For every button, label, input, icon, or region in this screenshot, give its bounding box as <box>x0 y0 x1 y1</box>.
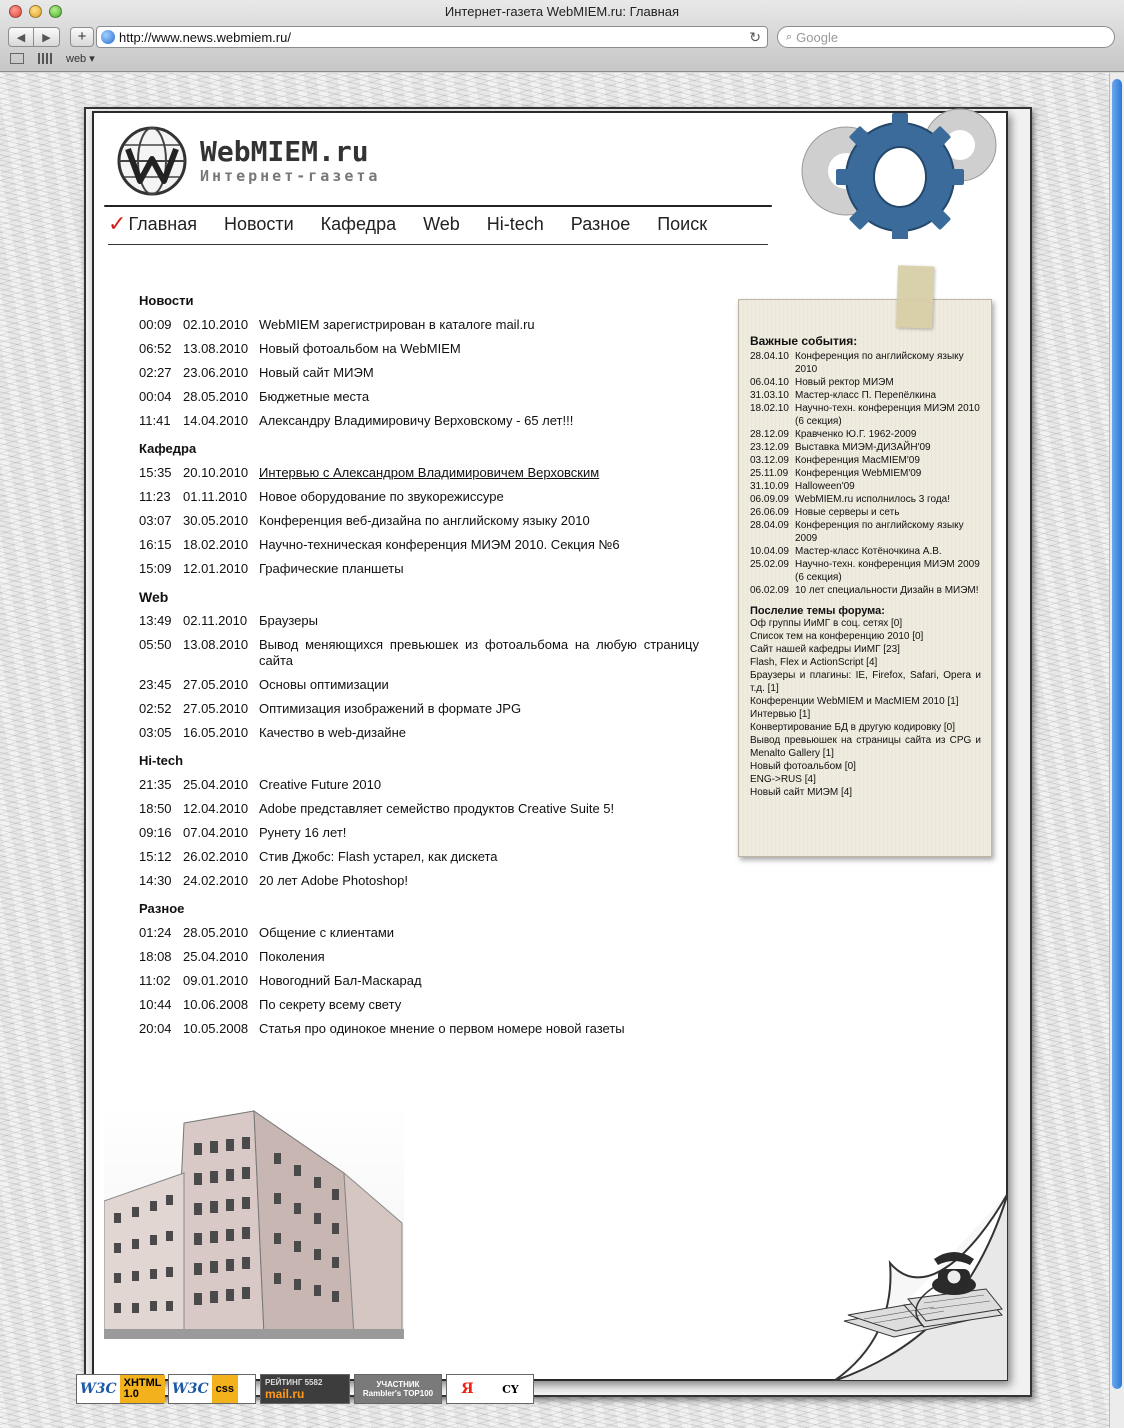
item-date: 25.04.2010 <box>183 777 249 792</box>
item-time: 20:04 <box>139 1021 172 1036</box>
tape-decoration <box>896 265 934 328</box>
event-item[interactable] <box>750 441 981 454</box>
menu-item-search[interactable]: Поиск <box>657 214 708 234</box>
university-building-image <box>104 1103 404 1339</box>
news-row <box>139 413 699 429</box>
mail-rating-label <box>265 1378 322 1387</box>
news-row <box>139 317 699 333</box>
news-row <box>139 637 699 669</box>
forum-topic-link[interactable]: Браузеры и плагины: IE, Firefox, Safari, Opera и т.д. [1] <box>750 670 981 694</box>
item-time: 16:15 <box>139 537 172 552</box>
event-item[interactable] <box>750 350 981 376</box>
event-date: 28.12.09 <box>750 429 789 440</box>
menu-top-rule <box>104 205 772 207</box>
news-row <box>139 465 699 481</box>
item-title-link[interactable]: 20 лет Adobe Photoshop! <box>259 873 408 888</box>
news-row <box>139 949 699 965</box>
news-row <box>139 513 699 529</box>
event-title[interactable]: Кравченко Ю.Г. 1962-2009 <box>795 429 917 440</box>
item-title-link[interactable]: Вывод меняющихся превьюшек из фотоальбома на любую страницу сайта <box>259 637 699 668</box>
event-title[interactable]: Halloween'09 <box>795 481 855 492</box>
item-date: 02.10.2010 <box>183 317 249 332</box>
news-row <box>139 537 699 553</box>
events-note <box>738 299 992 857</box>
css-badge-label: css <box>212 1375 238 1403</box>
item-time: 18:50 <box>139 801 172 816</box>
news-row <box>139 365 699 381</box>
item-date: 27.05.2010 <box>183 677 249 692</box>
footer-badges <box>76 1374 534 1404</box>
item-date: 07.04.2010 <box>183 825 249 840</box>
item-time: 00:09 <box>139 317 172 332</box>
active-check-icon: ✓ <box>108 211 127 236</box>
news-row <box>139 489 699 505</box>
phone-and-newspapers-image <box>834 1241 1004 1345</box>
mailru-rating-badge[interactable] <box>260 1374 350 1404</box>
site-globe-icon <box>101 30 115 44</box>
item-title-link[interactable]: Статья про одинокое мнение о первом номере новой газеты <box>259 1021 625 1036</box>
item-date: 25.04.2010 <box>183 949 249 964</box>
item-date: 12.04.2010 <box>183 801 249 816</box>
news-row <box>139 701 699 717</box>
events-title: Важные события: <box>750 334 858 348</box>
gears-illustration <box>788 99 1008 239</box>
event-date: 06.02.09 <box>750 585 789 596</box>
section-title: Новости <box>139 293 194 308</box>
event-item[interactable] <box>750 376 981 389</box>
item-time: 18:08 <box>139 949 172 964</box>
item-date: 16.05.2010 <box>183 725 249 740</box>
logo-title: WebMIEM.ru <box>200 135 369 168</box>
event-item[interactable] <box>750 493 981 506</box>
event-title[interactable]: Выставка МИЭМ-ДИЗАЙН'09 <box>795 442 931 453</box>
event-item[interactable] <box>750 545 981 558</box>
event-title[interactable]: Новые серверы и сеть <box>795 507 900 518</box>
event-date: 10.04.09 <box>750 546 789 557</box>
rambler-top100-badge[interactable] <box>354 1374 442 1404</box>
item-title-link[interactable]: Браузеры <box>259 613 318 628</box>
item-date: 10.06.2008 <box>183 997 249 1012</box>
event-date: 25.02.09 <box>750 559 789 570</box>
item-title-link[interactable]: Графические планшеты <box>259 561 404 576</box>
w3c-logo: W3C <box>77 1381 120 1397</box>
forum-topic-link[interactable]: Конференции WebMIEM и MacMIEM 2010 [1] <box>750 696 959 707</box>
forward-button[interactable] <box>34 27 60 47</box>
event-title[interactable]: Конференция по английскому языку 2010 <box>795 351 964 375</box>
item-time: 14:30 <box>139 873 172 888</box>
forum-topic-link[interactable]: Flash, Flex и ActionScript [4] <box>750 657 878 668</box>
section-hitech <box>139 751 699 889</box>
event-title[interactable]: 10 лет специальности Дизайн в МИЭМ! <box>795 585 979 596</box>
item-title-link[interactable]: По секрету всему свету <box>259 997 402 1012</box>
forum-topic-link[interactable]: Сайт нашей кафедры ИиМГ [23] <box>750 644 900 655</box>
item-time: 03:07 <box>139 513 172 528</box>
item-title-link[interactable]: Поколения <box>259 949 325 964</box>
search-placeholder: Google <box>796 29 839 45</box>
event-item[interactable] <box>750 480 981 493</box>
item-date: 14.04.2010 <box>183 413 249 428</box>
item-time: 09:16 <box>139 825 172 840</box>
news-row <box>139 849 699 865</box>
vertical-scrollbar[interactable] <box>1109 73 1124 1428</box>
menu-bottom-rule <box>108 244 768 245</box>
event-title[interactable]: Научно-техн. конференция МИЭМ 2010 (6 секция) <box>795 403 980 427</box>
forum-topic-link[interactable]: Список тем на конференцию 2010 [0] <box>750 631 924 642</box>
news-row <box>139 925 699 941</box>
item-time: 10:44 <box>139 997 172 1012</box>
news-row <box>139 561 699 577</box>
item-date: 28.05.2010 <box>183 389 249 404</box>
forum-topic-link[interactable]: Новый фотоальбом [0] <box>750 761 856 772</box>
page-viewport <box>0 73 1124 1428</box>
item-time: 03:05 <box>139 725 172 740</box>
news-row <box>139 1021 699 1037</box>
item-title-link[interactable]: Новое оборудование по звукорежиссуре <box>259 489 504 504</box>
item-time: 05:50 <box>139 637 172 652</box>
item-date: 12.01.2010 <box>183 561 249 576</box>
item-title-link[interactable]: Основы оптимизации <box>259 677 389 692</box>
menu-item-web[interactable]: Web <box>423 214 460 234</box>
item-date: 20.10.2010 <box>183 465 249 480</box>
event-date: 26.06.09 <box>750 507 789 518</box>
address-bar[interactable] <box>96 26 768 48</box>
menu-item-misc[interactable]: Разное <box>570 214 631 234</box>
bookmark-web-label: web <box>66 53 87 65</box>
event-date: 18.02.10 <box>750 403 789 414</box>
event-date: 06.09.09 <box>750 494 789 505</box>
paper-sheet <box>92 111 1008 1381</box>
browser-chrome <box>0 0 1124 72</box>
event-title[interactable]: Конференция MacMIEM'09 <box>795 455 920 466</box>
globe-logo-icon <box>116 125 188 197</box>
section-title: Web <box>139 589 169 605</box>
item-title-link[interactable]: Общение с клиентами <box>259 925 395 940</box>
item-date: 02.11.2010 <box>183 613 248 628</box>
event-date: 28.04.10 <box>750 351 789 362</box>
reading-list-icon[interactable] <box>10 53 24 64</box>
item-title-link[interactable]: Качество в web-дизайне <box>259 725 406 740</box>
event-item[interactable] <box>750 389 981 402</box>
news-row <box>139 677 699 693</box>
item-date: 24.02.2010 <box>183 873 249 888</box>
item-time: 02:52 <box>139 701 172 716</box>
item-title-link[interactable]: WebMIEM зарегистрирован в каталоге mail.ru <box>259 317 535 332</box>
item-title-link[interactable]: Новый фотоальбом на WebMIEM <box>259 341 461 356</box>
event-item[interactable] <box>750 584 981 597</box>
search-icon: ⌕ <box>786 30 793 43</box>
item-time: 23:45 <box>139 677 172 692</box>
event-item[interactable] <box>750 558 981 584</box>
forum-topic-link[interactable]: Оф группы ИиМГ в соц. сетях [0] <box>750 618 903 629</box>
event-title[interactable]: Мастер-класс П. Перепёлкина <box>795 390 937 401</box>
news-row <box>139 341 699 357</box>
menu-item-news[interactable]: Новости <box>223 214 294 234</box>
news-row <box>139 725 699 741</box>
news-row <box>139 825 699 841</box>
site-logo[interactable] <box>116 125 380 197</box>
item-date: 18.02.2010 <box>183 537 249 552</box>
item-title-link[interactable]: Adobe представляет семейство продуктов Creative Suite 5! <box>259 801 615 816</box>
news-list <box>139 291 699 1047</box>
back-arrow-icon: ◀ <box>16 31 26 44</box>
item-time: 00:04 <box>139 389 172 404</box>
news-row <box>139 973 699 989</box>
item-date: 27.05.2010 <box>183 701 249 716</box>
item-date: 01.11.2010 <box>183 489 248 504</box>
item-title-link[interactable]: Конференция веб-дизайна по английскому языку 2010 <box>259 513 590 528</box>
event-date: 31.10.09 <box>750 481 789 492</box>
yandex-cy-label: CY <box>502 1382 519 1396</box>
item-date: 13.08.2010 <box>183 637 249 652</box>
rambler-logo: Rambler's TOP100 <box>362 1389 434 1398</box>
yandex-logo: Я <box>461 1381 474 1397</box>
event-date: 06.04.10 <box>750 377 789 388</box>
forum-topic-link[interactable]: Конвертирование БД в другую кодировку [0] <box>750 722 955 733</box>
section-web <box>139 587 699 741</box>
logo-subtitle: Интернет-газета <box>200 167 381 185</box>
rambler-label: УЧАСТНИК <box>376 1380 420 1389</box>
news-row <box>139 613 699 629</box>
w3c-logo: W3C <box>169 1381 212 1397</box>
item-date: 13.08.2010 <box>183 341 249 356</box>
news-row <box>139 777 699 793</box>
news-row <box>139 997 699 1013</box>
search-field[interactable] <box>777 26 1115 48</box>
xhtml-valid-badge[interactable] <box>76 1374 164 1404</box>
item-title-link[interactable]: Рунету 16 лет! <box>259 825 347 840</box>
item-time: 21:35 <box>139 777 172 792</box>
item-title-link[interactable]: Новый сайт МИЭМ <box>259 365 374 380</box>
scrollbar-thumb[interactable] <box>1112 79 1122 1389</box>
menu-item-home[interactable]: Главная <box>128 214 197 234</box>
url-text[interactable]: http://www.news.webmiem.ru/ <box>119 29 291 45</box>
forum-title: Послелие темы форума: <box>750 605 885 617</box>
back-button[interactable] <box>8 27 34 47</box>
event-item[interactable] <box>750 519 981 545</box>
item-date: 28.05.2010 <box>183 925 249 940</box>
event-title[interactable]: Конференция WebMIEM'09 <box>795 468 922 479</box>
main-menu <box>108 211 734 237</box>
reload-icon[interactable]: ↻ <box>749 28 761 45</box>
xhtml-badge-label: XHTML 1.0 <box>120 1375 166 1403</box>
event-date: 28.04.09 <box>750 520 789 531</box>
news-row <box>139 873 699 889</box>
item-time: 01:24 <box>139 925 172 940</box>
item-title-link[interactable]: Бюджетные места <box>259 389 370 404</box>
section-title: Кафедра <box>139 441 197 456</box>
item-date: 09.01.2010 <box>183 973 249 988</box>
item-title-link[interactable]: Научно-техническая конференция МИЭМ 2010. Секция №6 <box>259 537 620 552</box>
item-date: 26.02.2010 <box>183 849 249 864</box>
event-date: 31.03.10 <box>750 390 789 401</box>
add-bookmark-button[interactable] <box>70 27 94 47</box>
event-date: 23.12.09 <box>750 442 789 453</box>
item-time: 11:23 <box>139 489 171 504</box>
forward-arrow-icon: ▶ <box>42 31 51 44</box>
event-item[interactable] <box>750 402 981 428</box>
item-time: 06:52 <box>139 341 172 356</box>
news-row <box>139 801 699 817</box>
item-time: 15:12 <box>139 849 172 864</box>
event-item[interactable] <box>750 428 981 441</box>
bookmark-web[interactable]: web ▾ <box>66 53 95 65</box>
menu-item-department[interactable]: Кафедра <box>320 214 397 234</box>
item-time: 15:35 <box>139 465 172 480</box>
event-date: 25.11.09 <box>750 468 789 479</box>
item-title-link[interactable]: Александру Владимировичу Верховскому - 65 лет!!! <box>259 413 574 428</box>
yandex-cy-badge[interactable] <box>446 1374 534 1404</box>
window-title: Интернет-газета WebMIEM.ru: Главная <box>444 4 680 19</box>
item-time: 15:09 <box>139 561 172 576</box>
item-date: 30.05.2010 <box>183 513 249 528</box>
event-item[interactable] <box>750 506 981 519</box>
section-department <box>139 439 699 577</box>
section-misc <box>139 899 699 1037</box>
section-title: Hi-tech <box>139 753 184 768</box>
item-title-link[interactable]: Creative Future 2010 <box>259 777 382 792</box>
mailru-logo: mail.ru <box>265 1386 305 1401</box>
mail-rating-text: РЕЙТИНГ <box>265 1377 303 1387</box>
event-item[interactable] <box>750 454 981 467</box>
event-title[interactable]: WebMIEM.ru исполнилось 3 года! <box>795 494 951 505</box>
event-title[interactable]: Мастер-класс Котёночкина А.В. <box>795 546 942 557</box>
item-title-link[interactable]: Оптимизация изображений в формате JPG <box>259 701 522 716</box>
forum-topic-link[interactable]: Интервью [1] <box>750 709 811 720</box>
menu-item-hitech[interactable]: Hi-tech <box>486 214 544 234</box>
item-title-link[interactable]: Новогодний Бал-Маскарад <box>259 973 422 988</box>
item-time: 13:49 <box>139 613 172 628</box>
news-row <box>139 389 699 405</box>
top-sites-icon[interactable] <box>38 53 52 64</box>
event-title[interactable]: Научно-техн. конференция МИЭМ 2009 (6 секция) <box>795 559 980 583</box>
event-item[interactable] <box>750 467 981 480</box>
event-title[interactable]: Новый ректор МИЭМ <box>795 377 894 388</box>
plus-icon: + <box>77 28 87 45</box>
item-time: 11:41 <box>139 413 171 428</box>
mail-rating-number: 5582 <box>304 1377 323 1387</box>
item-date: 10.05.2008 <box>183 1021 249 1036</box>
bookmarks-bar <box>10 52 95 65</box>
event-date: 03.12.09 <box>750 455 789 466</box>
item-title-link[interactable]: Стив Джобс: Flash устарел, как дискета <box>259 849 498 864</box>
forum-topic-link[interactable]: Вывод превьюшек на страницы сайта из CPG и Menalto Gallery [1] <box>750 735 981 759</box>
forum-topic-link[interactable]: Новый сайт МИЭМ [4] <box>750 787 853 798</box>
forum-topic-link[interactable]: ENG->RUS [4] <box>750 774 816 785</box>
css-valid-badge[interactable] <box>168 1374 256 1404</box>
item-title-link[interactable]: Интервью с Александром Владимировичем Верховским <box>259 465 600 480</box>
item-date: 23.06.2010 <box>183 365 249 380</box>
item-time: 11:02 <box>139 973 171 988</box>
event-title[interactable]: Конференция по английскому языку 2009 <box>795 520 964 544</box>
item-time: 02:27 <box>139 365 172 380</box>
history-nav <box>8 27 60 47</box>
section-news <box>139 291 699 429</box>
section-title: Разное <box>139 901 185 916</box>
